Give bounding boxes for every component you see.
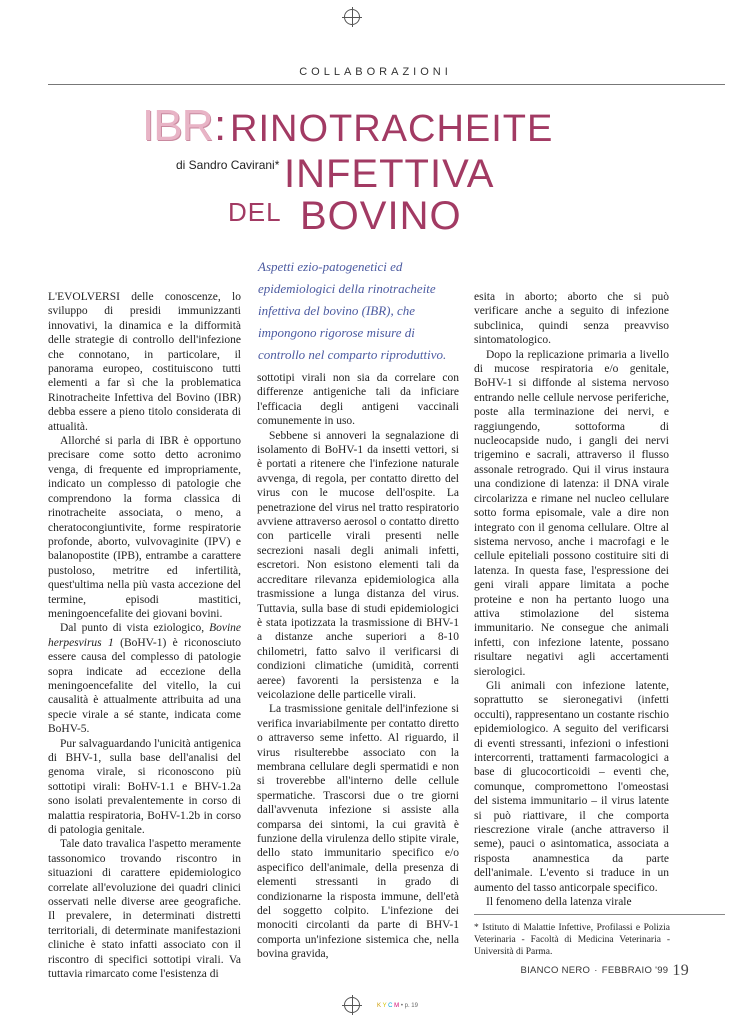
footnote-divider [474, 914, 725, 915]
paragraph [48, 621, 241, 736]
title-bovino: BOVINO [300, 194, 462, 238]
page-footer [520, 962, 689, 980]
title-rinotracheite: RINOTRACHEITE [230, 108, 554, 150]
paragraph-text: (BoHV-1) è riconosciuto essere causa del complesso di patologie sopra indicate ad eccezione della meningoencefalite del vitello, la cui causalità è attualmente attribuita ad una specie virale a sé stante, indicata come BoHV-5. [48, 636, 241, 736]
paragraph: sottotipi virali non sia da correlare con differenze antigeniche tali da inficiare l'efficacia degli antigeni vaccinali comunemente in uso. [257, 372, 459, 428]
virus-name: Bovine herpesvirus 1 [48, 622, 241, 649]
title-colon: : [214, 101, 227, 150]
paragraph: Dopo la replicazione primaria a livello di mucose respiratoria e/o genitale, BoHV-1 si diffonde al sistema nervoso entrando nelle cellule nervose periferiche, poste alla terminazione dei nervi, e raggiungendo, sottoforma di nucleocapside nudo, i gangli dei nervi trigemino e sacrali, attraverso il flusso assonale retrogrado. Qui il virus instaura una condizione di latenza: il DNA virale circolarizza e rimane nel nucleo cellulare sotto forma episomale, vale a dire non integrato con il genoma cellulare. Oltre al sistema nervoso, anche i macrofagi e le cellule epiteliali possono costituire siti di latenza. In questa fase, l'espressione dei geni virali appare limitata a poche proteine e non ha pertanto luogo una attiva stimolazione del sistema immunitario. Ne consegue che animali infetti, con infezione latente, possano risultare negativi agli accertamenti sierologici. [474, 348, 669, 678]
paragraph: La trasmissione genitale dell'infezione si verifica invariabilmente per contatto diretto o attraverso seme infetto. Al riguardo, il virus risulterebbe associato con la membrana cellulare degli spermatidi e non si troverebbe all'interno delle cellule spermatiche. Trascorsi due o tre giorni dall'avvenuta infezione si assiste alla comparsa dei sintomi, la cui gravità è funzione della virulenza dello stipite virale, dello stato immunitario specifico e/o aspecifico dell'animale, della presenza di elementi stressanti in grado di condizionarne la risposta immune, dell'età del soggetto colpito. L'infezione dei monociti circolanti da parte di BHV-1 comporta un'infezione sistemica che, nella bovina gravida, [257, 703, 459, 961]
paragraph: Tale dato travalica l'aspetto meramente tassonomico trovando riscontro in situazioni di carattere epidemiologico correlate all'evoluzione dei quadri clinici osservati nelle diverse aree geografiche. Il prevalere, in determinati distretti territoriali, di determinate manifestazioni cliniche è stato infatti associato con il riscontro di specifici sottotipi virali. Va tuttavia rimarcato come l'esistenza di [48, 838, 241, 981]
text-column-1 [48, 290, 241, 982]
title-del: DEL [228, 197, 282, 227]
color-mark-y: Y [382, 1003, 387, 1009]
section-divider [48, 84, 725, 85]
color-mark-k: K [377, 1003, 382, 1009]
paragraph: esita in aborto; aborto che si può verificare anche a seguito di infezione subclinica, quindi senza preavviso sintomatologico. [474, 291, 669, 347]
text-column-2 [257, 371, 459, 962]
paragraph: Allorché si parla di IBR è opportuno precisare come sotto detto acronimo venga, di frequente ed impropriamente, indicato un complesso di patologie che comprendono la forma classica di rinotracheite associata, o meno, a cheratocongiuntivite, forme respiratorie profonde, aborto, vulvovaginite (IPV) e balanopostite (IPB), entrambe a carattere pustoloso, metritre ed infertilità, quest'ultima nella più vasta accezione del termine, episodi mastitici, meningoencefalite dei giovani bovini. [48, 435, 241, 620]
registration-mark-bottom [344, 997, 360, 1013]
paragraph: L'EVOLVERSI delle conoscenze, lo sviluppo di presidi immunizzanti innovativi, la dinamica e la difformità delle strategie di controllo dell'infezione che connotano, in particolare, il panorama europeo, costituiscono tutti elementi a far sì che la problematica Rinotracheite Infettiva del Bovino (IBR) debba essere a pieno titolo considerata di attualità. [48, 291, 241, 433]
author-byline: di Sandro Cavirani* [176, 158, 280, 172]
paragraph: Gli animali con infezione latente, soprattutto se sieronegativi (infetti occulti), rappresentano un costante rischio epidemiologico. A seguito del verificarsi di eventi stressanti, infezioni o infestioni intercorrenti, trattamenti farmacologici a base di glucocorticoidi – eventi che, comunque, compromettono l'omeostasi del sistema immunitario – il virus latente si può riattivare, il che comporta riescrezione virale (anche attraverso il seme), pauci o asintomatica, associata a risposta anamnestica da parte dell'animale. L'evento si traduce in un aumento del tasso anticorpale specifico. [474, 679, 669, 894]
issue-date: FEBBRAIO '99 [601, 965, 669, 976]
author-affiliation-footnote: * Istituto di Malattie Infettive, Profilassi e Polizia Veterinaria - Facoltà di Medicina Veterinaria - Università di Parma. [474, 923, 670, 957]
section-label: COLLABORAZIONI [299, 66, 452, 78]
title-ibr: IBR [142, 101, 213, 150]
paragraph: Pur salvaguardando l'unicità antigenica di BHV-1, sulla base dell'analisi del genoma virale, si riconoscono più sottotipi virali: BoHV-1.1 e BHV-1.2a sono isolati prevalentemente in corso di malattia respiratoria, BoHV-1.2b in corso di patologia genitale. [48, 737, 241, 837]
registration-mark-top [344, 9, 360, 25]
title-infettiva: INFETTIVA [284, 152, 495, 196]
article-abstract: Aspetti ezio-patogenetici ed epidemiologici della rinotracheite infettiva del bovino (IBR), che impongono rigorose misure di controllo nel comparto riproduttivo. [258, 259, 447, 362]
page-number: 19 [672, 962, 689, 979]
paragraph: Il fenomeno della latenza virale [486, 896, 632, 909]
footer-separator: · [594, 965, 598, 976]
text-column-3 [474, 290, 669, 909]
journal-name: BIANCO NERO [520, 965, 591, 976]
print-page-ref: • p. 19 [399, 1003, 418, 1009]
paragraph-text: Dal punto di vista eziologico, [60, 622, 210, 635]
color-mark-m: M [394, 1003, 400, 1009]
print-color-marks [377, 1003, 418, 1009]
color-mark-c: C [388, 1003, 393, 1009]
paragraph: Sebbene si annoveri la segnalazione di isolamento di BoHV-1 da insetti vettori, si è portati a ritenere che l'infezione naturale avvenga, di regola, per contatto diretto del virus con le mucose dell'ospite. La penetrazione del virus nel tratto respiratorio avviene attraverso aerosol o contatto diretto con particelle virali presenti nelle secrezioni nasali degli animali infetti, escretori. Non esistono elementi tali da accreditare rilevanza epidemiologica alla trasmissione a lunga distanza del virus. Tuttavia, sulla base di studi epidemiologici è stata ipotizzata la trasmissione di BHV-1 a distanze anche superiori a 8-10 chilometri, fatto salvo il verificarsi di condizioni climatiche (umidità, correnti aeree) favorenti la persistenza e la veicolazione delle particelle virali. [257, 429, 459, 701]
